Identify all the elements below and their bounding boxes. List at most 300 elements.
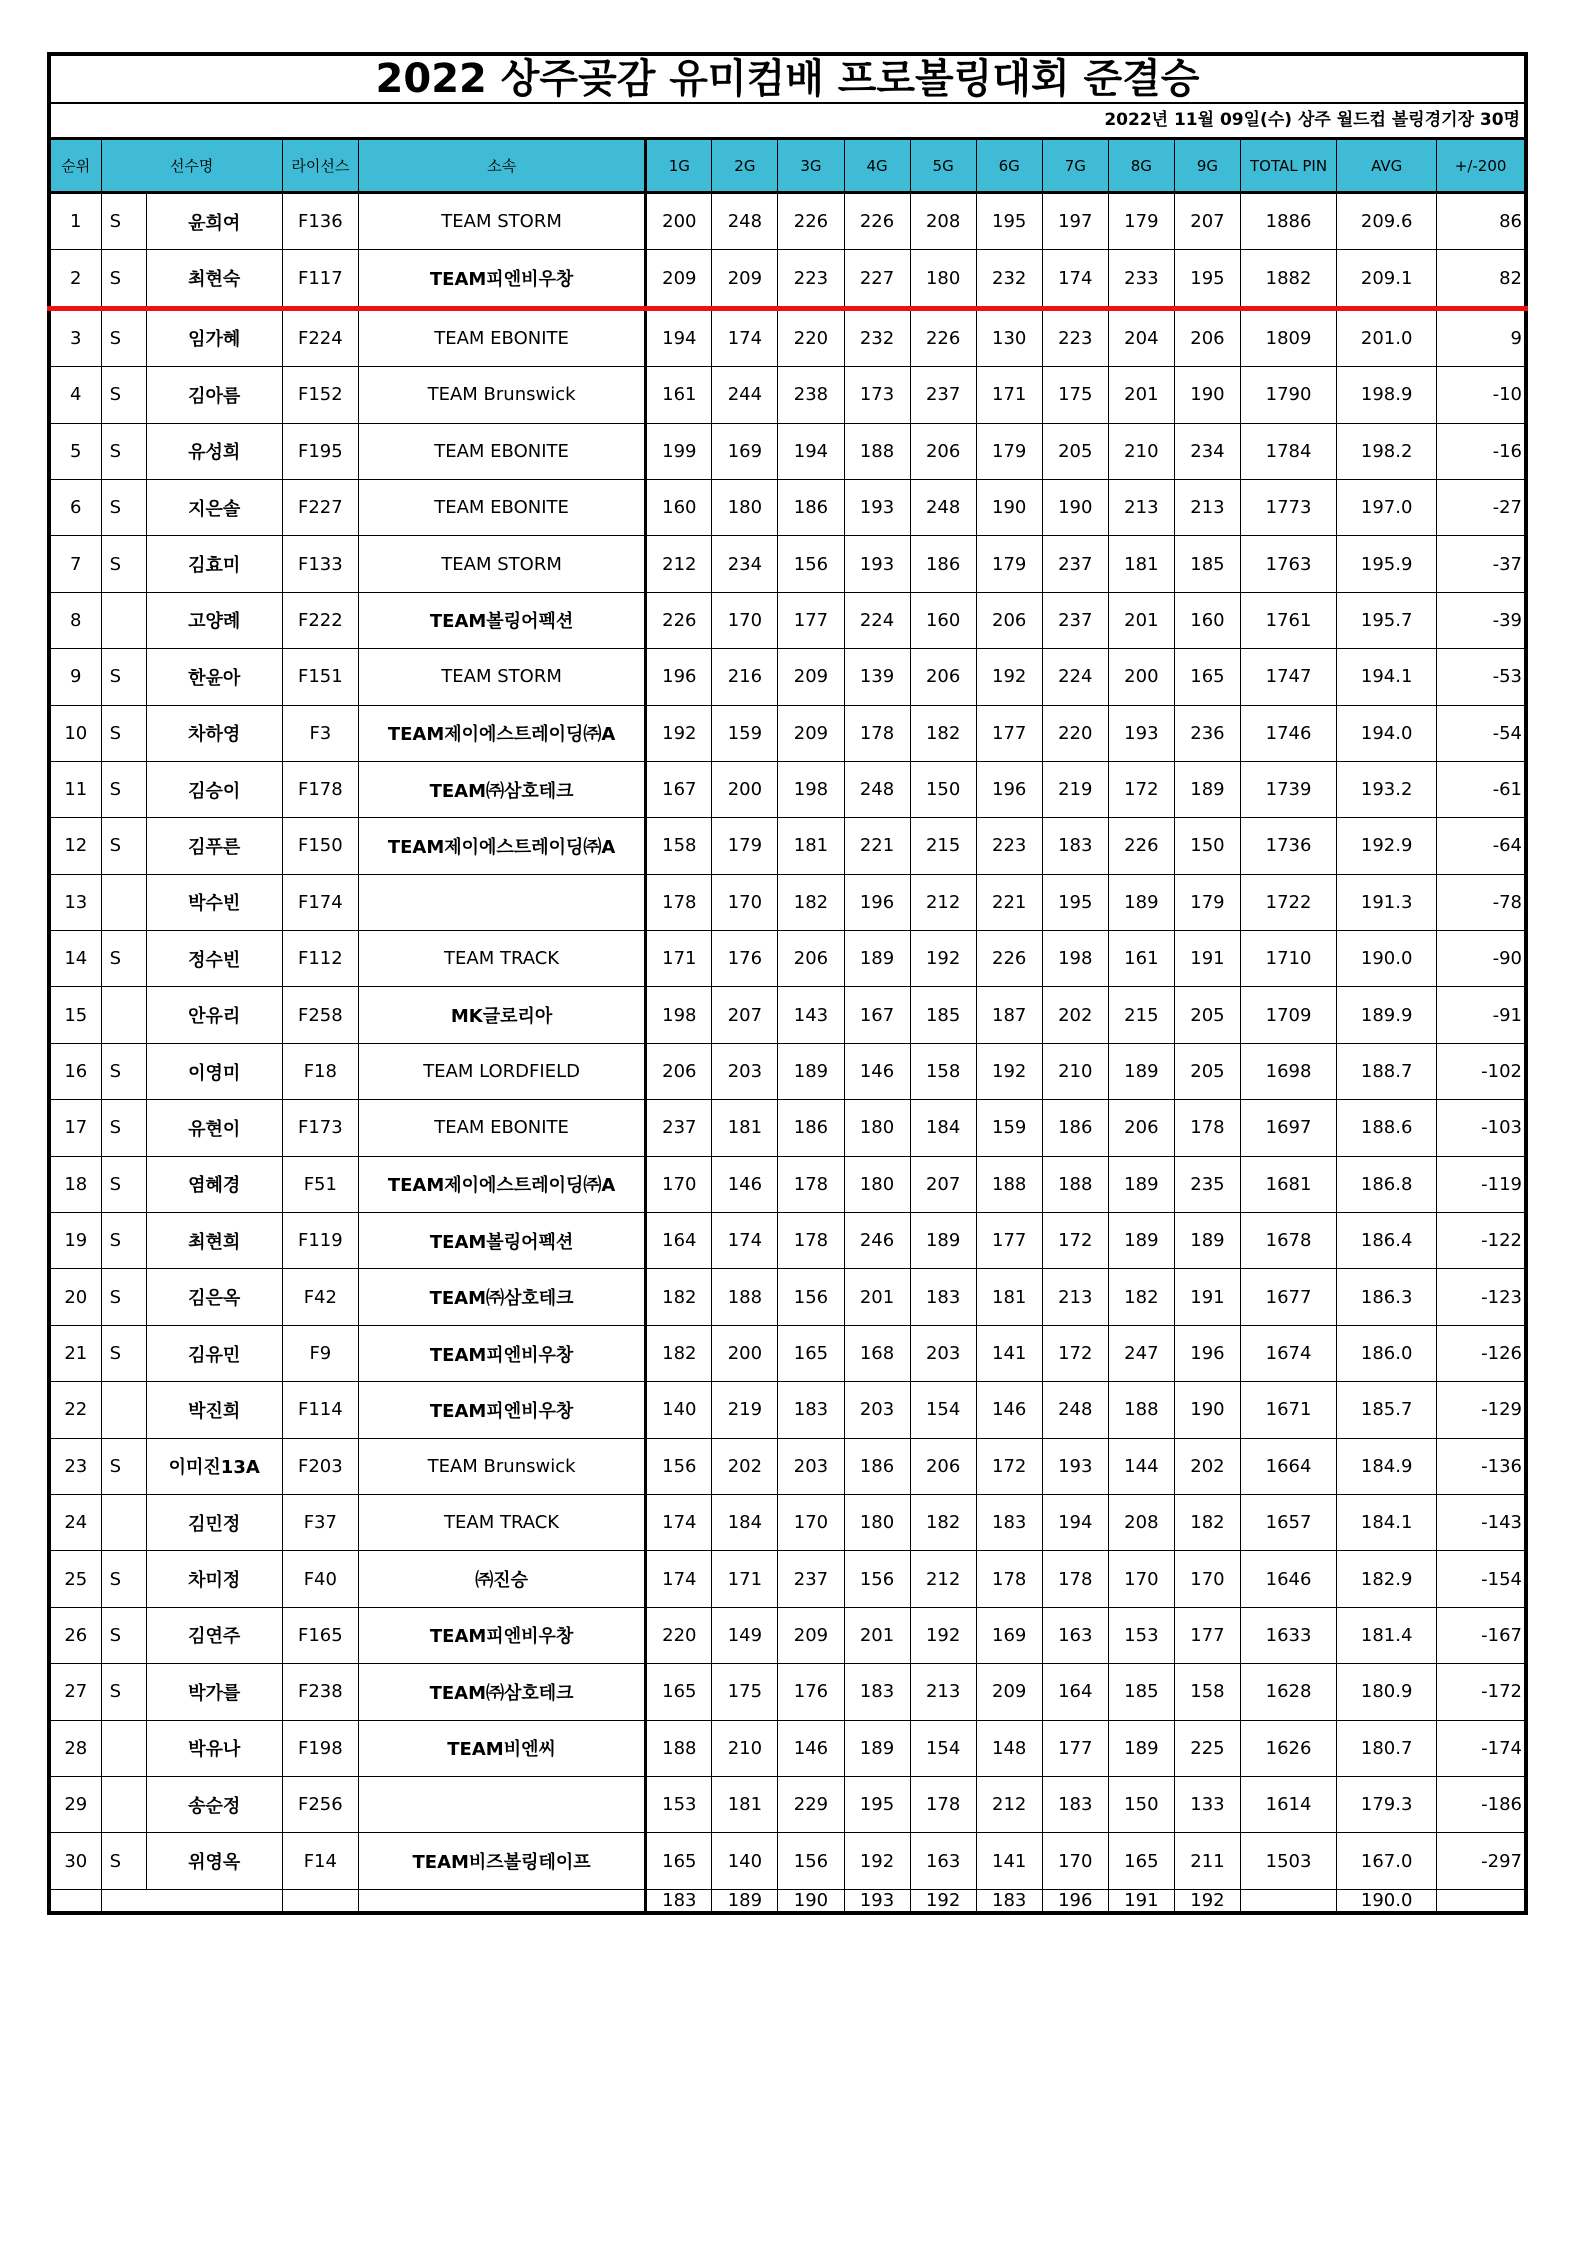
header-game: 3G (778, 139, 844, 193)
player-name: 박유나 (146, 1720, 282, 1776)
rank-cell: 29 (49, 1776, 101, 1832)
diff-200: -61 (1437, 761, 1526, 817)
game-score: 200 (1108, 649, 1174, 705)
average: 193.2 (1337, 761, 1437, 817)
table-row (49, 1664, 1526, 1720)
average: 180.7 (1337, 1720, 1437, 1776)
player-name: 김은옥 (146, 1269, 282, 1325)
total-pin: 1773 (1240, 479, 1336, 535)
game-score: 226 (844, 193, 910, 250)
game-score: 159 (976, 1100, 1042, 1156)
game-score: 192 (910, 1607, 976, 1663)
game-score: 182 (910, 1494, 976, 1550)
table-row (49, 592, 1526, 648)
team-cell: TEAM STORM (358, 536, 645, 592)
total-pin: 1739 (1240, 761, 1336, 817)
game-score: 192 (646, 705, 712, 761)
seed-mark: S (101, 931, 146, 987)
game-score: 219 (1042, 761, 1108, 817)
game-score: 223 (976, 818, 1042, 874)
seed-mark: S (101, 1156, 146, 1212)
game-score: 208 (910, 193, 976, 250)
diff-200: -64 (1437, 818, 1526, 874)
game-score: 183 (778, 1382, 844, 1438)
seed-mark: S (101, 1664, 146, 1720)
team-cell: TEAM피엔비우창 (358, 1382, 645, 1438)
player-name: 김유민 (146, 1325, 282, 1381)
total-pin: 1633 (1240, 1607, 1336, 1663)
average: 194.1 (1337, 649, 1437, 705)
team-cell: TEAM TRACK (358, 1494, 645, 1550)
game-score: 180 (910, 250, 976, 308)
average: 186.8 (1337, 1156, 1437, 1212)
player-name: 고양례 (146, 592, 282, 648)
license-cell: F40 (282, 1551, 358, 1607)
team-cell: TEAM㈜삼호테크 (358, 1664, 645, 1720)
team-cell: TEAM피엔비우창 (358, 1325, 645, 1381)
license-cell: F227 (282, 479, 358, 535)
seed-mark: S (101, 1043, 146, 1099)
game-score: 179 (1108, 193, 1174, 250)
team-cell: TEAM LORDFIELD (358, 1043, 645, 1099)
game-score: 181 (1108, 536, 1174, 592)
game-score: 195 (976, 193, 1042, 250)
table-row (49, 1438, 1526, 1494)
player-name: 정수빈 (146, 931, 282, 987)
rank-cell: 30 (49, 1833, 101, 1889)
seed-mark: S (101, 649, 146, 705)
game-score: 199 (646, 423, 712, 479)
game-score: 180 (844, 1100, 910, 1156)
game-score: 177 (976, 1213, 1042, 1269)
diff-200: -90 (1437, 931, 1526, 987)
game-score: 167 (646, 761, 712, 817)
game-score: 226 (910, 308, 976, 366)
team-cell: MK글로리아 (358, 987, 645, 1043)
average: 188.6 (1337, 1100, 1437, 1156)
game-score: 184 (712, 1494, 778, 1550)
average: 209.1 (1337, 250, 1437, 308)
game-score: 158 (646, 818, 712, 874)
game-score: 190 (1174, 1382, 1240, 1438)
game-score: 223 (1042, 308, 1108, 366)
total-pin: 1646 (1240, 1551, 1336, 1607)
total-pin: 1746 (1240, 705, 1336, 761)
game-score: 158 (1174, 1664, 1240, 1720)
rank-cell: 27 (49, 1664, 101, 1720)
game-score: 183 (976, 1494, 1042, 1550)
seed-mark: S (101, 1551, 146, 1607)
seed-mark: S (101, 1269, 146, 1325)
game-score: 213 (910, 1664, 976, 1720)
table-row (49, 367, 1526, 423)
team-cell: TEAM STORM (358, 649, 645, 705)
game-score: 140 (712, 1833, 778, 1889)
game-score: 201 (844, 1607, 910, 1663)
game-score: 206 (910, 649, 976, 705)
diff-200: -54 (1437, 705, 1526, 761)
team-cell: TEAM피엔비우창 (358, 250, 645, 308)
header-total: TOTAL PIN (1240, 139, 1336, 193)
license-cell: F198 (282, 1720, 358, 1776)
game-score: 170 (712, 874, 778, 930)
player-name: 박가를 (146, 1664, 282, 1720)
team-cell: TEAM EBONITE (358, 308, 645, 366)
game-score: 204 (1108, 308, 1174, 366)
game-score: 185 (910, 987, 976, 1043)
total-pin: 1736 (1240, 818, 1336, 874)
player-name: 김승이 (146, 761, 282, 817)
table-row (49, 1100, 1526, 1156)
game-score: 201 (844, 1269, 910, 1325)
header-game: 7G (1042, 139, 1108, 193)
game-score: 149 (712, 1607, 778, 1663)
table-row (49, 1607, 1526, 1663)
game-score: 189 (1174, 761, 1240, 817)
game-score: 208 (1108, 1494, 1174, 1550)
seed-mark: S (101, 367, 146, 423)
game-score: 225 (1174, 1720, 1240, 1776)
footer-blank (282, 1889, 358, 1913)
team-cell: TEAM제이에스트레이딩㈜A (358, 1156, 645, 1212)
game-score: 150 (910, 761, 976, 817)
team-cell: TEAM㈜삼호테크 (358, 761, 645, 817)
game-score: 164 (1042, 1664, 1108, 1720)
table-row (49, 1156, 1526, 1212)
table-row (49, 479, 1526, 535)
license-cell: F152 (282, 367, 358, 423)
table-row (49, 1494, 1526, 1550)
game-score: 189 (1108, 1043, 1174, 1099)
team-cell (358, 874, 645, 930)
table-row (49, 536, 1526, 592)
game-score: 244 (712, 367, 778, 423)
table-row (49, 818, 1526, 874)
game-average: 192 (1174, 1889, 1240, 1913)
total-pin: 1677 (1240, 1269, 1336, 1325)
header-game: 2G (712, 139, 778, 193)
table-row (49, 1382, 1526, 1438)
average: 179.3 (1337, 1776, 1437, 1832)
game-score: 206 (778, 931, 844, 987)
seed-mark (101, 1494, 146, 1550)
game-score: 182 (910, 705, 976, 761)
team-cell: TEAM STORM (358, 193, 645, 250)
table-row (49, 423, 1526, 479)
game-score: 215 (910, 818, 976, 874)
seed-mark: S (101, 479, 146, 535)
game-score: 172 (1042, 1325, 1108, 1381)
total-pin: 1882 (1240, 250, 1336, 308)
seed-mark (101, 874, 146, 930)
diff-200: -143 (1437, 1494, 1526, 1550)
diff-200: -129 (1437, 1382, 1526, 1438)
game-score: 165 (646, 1833, 712, 1889)
rank-cell: 24 (49, 1494, 101, 1550)
game-score: 247 (1108, 1325, 1174, 1381)
game-score: 187 (976, 987, 1042, 1043)
footer-blank (101, 1889, 282, 1913)
total-pin: 1709 (1240, 987, 1336, 1043)
team-cell: TEAM비즈볼링테이프 (358, 1833, 645, 1889)
game-score: 174 (646, 1551, 712, 1607)
average: 186.0 (1337, 1325, 1437, 1381)
game-score: 192 (844, 1833, 910, 1889)
team-cell: TEAM Brunswick (358, 367, 645, 423)
seed-mark (101, 1382, 146, 1438)
game-score: 201 (1108, 592, 1174, 648)
game-score: 198 (1042, 931, 1108, 987)
game-score: 130 (976, 308, 1042, 366)
diff-200: -167 (1437, 1607, 1526, 1663)
game-score: 165 (1108, 1833, 1174, 1889)
rank-cell: 1 (49, 193, 101, 250)
game-score: 182 (646, 1269, 712, 1325)
game-score: 219 (712, 1382, 778, 1438)
game-score: 150 (1108, 1776, 1174, 1832)
license-cell: F112 (282, 931, 358, 987)
total-pin: 1809 (1240, 308, 1336, 366)
player-name: 차미정 (146, 1551, 282, 1607)
game-score: 180 (712, 479, 778, 535)
game-score: 237 (646, 1100, 712, 1156)
diff-200: -174 (1437, 1720, 1526, 1776)
game-score: 224 (1042, 649, 1108, 705)
game-score: 174 (712, 1213, 778, 1269)
game-score: 248 (910, 479, 976, 535)
game-score: 163 (1042, 1607, 1108, 1663)
total-pin: 1698 (1240, 1043, 1336, 1099)
game-score: 184 (910, 1100, 976, 1156)
table-row (49, 761, 1526, 817)
game-score: 177 (1174, 1607, 1240, 1663)
rank-cell: 25 (49, 1551, 101, 1607)
game-score: 207 (712, 987, 778, 1043)
game-score: 176 (712, 931, 778, 987)
game-score: 238 (778, 367, 844, 423)
game-score: 156 (646, 1438, 712, 1494)
game-score: 220 (1042, 705, 1108, 761)
rank-cell: 20 (49, 1269, 101, 1325)
seed-mark: S (101, 250, 146, 308)
game-score: 206 (646, 1043, 712, 1099)
team-cell: TEAM비엔씨 (358, 1720, 645, 1776)
game-average: 190 (778, 1889, 844, 1913)
game-score: 171 (976, 367, 1042, 423)
results-table (47, 137, 1528, 1915)
game-score: 177 (976, 705, 1042, 761)
player-name: 안유리 (146, 987, 282, 1043)
game-score: 140 (646, 1382, 712, 1438)
game-score: 188 (646, 1720, 712, 1776)
game-score: 229 (778, 1776, 844, 1832)
game-score: 195 (1042, 874, 1108, 930)
player-name: 이영미 (146, 1043, 282, 1099)
game-score: 233 (1108, 250, 1174, 308)
team-cell: TEAM EBONITE (358, 423, 645, 479)
game-score: 196 (976, 761, 1042, 817)
game-score: 178 (976, 1551, 1042, 1607)
seed-mark: S (101, 1438, 146, 1494)
game-score: 188 (712, 1269, 778, 1325)
team-cell: TEAM볼링어펙션 (358, 592, 645, 648)
license-cell: F256 (282, 1776, 358, 1832)
total-pin: 1790 (1240, 367, 1336, 423)
game-score: 194 (646, 308, 712, 366)
game-score: 178 (910, 1776, 976, 1832)
header-rank: 순위 (49, 139, 101, 193)
game-score: 203 (712, 1043, 778, 1099)
table-row (49, 931, 1526, 987)
total-pin: 1784 (1240, 423, 1336, 479)
license-cell: F203 (282, 1438, 358, 1494)
average: 198.9 (1337, 367, 1437, 423)
license-cell: F178 (282, 761, 358, 817)
game-score: 143 (778, 987, 844, 1043)
team-cell: TEAM제이에스트레이딩㈜A (358, 705, 645, 761)
game-score: 163 (910, 1833, 976, 1889)
header-license: 라이선스 (282, 139, 358, 193)
license-cell: F165 (282, 1607, 358, 1663)
overall-average: 190.0 (1337, 1889, 1437, 1913)
game-score: 160 (1174, 592, 1240, 648)
game-average: 192 (910, 1889, 976, 1913)
game-score: 200 (712, 1325, 778, 1381)
game-score: 226 (1108, 818, 1174, 874)
license-cell: F37 (282, 1494, 358, 1550)
player-name: 윤희여 (146, 193, 282, 250)
game-score: 194 (1042, 1494, 1108, 1550)
license-cell: F136 (282, 193, 358, 250)
total-pin: 1710 (1240, 931, 1336, 987)
header-game: 4G (844, 139, 910, 193)
header-row (49, 139, 1526, 193)
game-score: 180 (844, 1494, 910, 1550)
player-name: 지은솔 (146, 479, 282, 535)
game-score: 210 (1042, 1043, 1108, 1099)
team-cell: ㈜진승 (358, 1551, 645, 1607)
game-score: 156 (778, 1269, 844, 1325)
player-name: 김아름 (146, 367, 282, 423)
game-score: 175 (712, 1664, 778, 1720)
diff-200: -136 (1437, 1438, 1526, 1494)
table-row (49, 250, 1526, 308)
game-score: 179 (976, 536, 1042, 592)
average: 186.4 (1337, 1213, 1437, 1269)
game-score: 172 (1042, 1213, 1108, 1269)
diff-200: -27 (1437, 479, 1526, 535)
game-score: 203 (910, 1325, 976, 1381)
game-score: 227 (844, 250, 910, 308)
game-score: 182 (1108, 1269, 1174, 1325)
player-name: 위영옥 (146, 1833, 282, 1889)
average: 167.0 (1337, 1833, 1437, 1889)
player-name: 임가혜 (146, 308, 282, 366)
rank-cell: 3 (49, 308, 101, 366)
game-score: 196 (844, 874, 910, 930)
game-average: 189 (712, 1889, 778, 1913)
average: 192.9 (1337, 818, 1437, 874)
diff-200: -119 (1437, 1156, 1526, 1212)
game-score: 234 (712, 536, 778, 592)
game-score: 170 (712, 592, 778, 648)
average: 185.7 (1337, 1382, 1437, 1438)
game-score: 206 (976, 592, 1042, 648)
game-score: 221 (844, 818, 910, 874)
game-score: 207 (1174, 193, 1240, 250)
seed-mark (101, 987, 146, 1043)
game-score: 206 (1174, 308, 1240, 366)
game-score: 206 (910, 1438, 976, 1494)
diff-200: -102 (1437, 1043, 1526, 1099)
game-score: 216 (712, 649, 778, 705)
game-score: 153 (1108, 1607, 1174, 1663)
game-score: 189 (1174, 1213, 1240, 1269)
table-row (49, 705, 1526, 761)
game-score: 170 (778, 1494, 844, 1550)
game-average-row (49, 1889, 1526, 1913)
team-cell: TEAM Brunswick (358, 1438, 645, 1494)
game-score: 181 (712, 1100, 778, 1156)
total-pin: 1628 (1240, 1664, 1336, 1720)
game-score: 248 (1042, 1382, 1108, 1438)
game-score: 202 (1042, 987, 1108, 1043)
game-score: 146 (844, 1043, 910, 1099)
average: 209.6 (1337, 193, 1437, 250)
player-name: 유현이 (146, 1100, 282, 1156)
rank-cell: 6 (49, 479, 101, 535)
seed-mark: S (101, 1100, 146, 1156)
game-score: 215 (1108, 987, 1174, 1043)
game-score: 212 (910, 1551, 976, 1607)
game-score: 146 (976, 1382, 1042, 1438)
game-score: 200 (712, 761, 778, 817)
total-pin: 1671 (1240, 1382, 1336, 1438)
game-score: 133 (1174, 1776, 1240, 1832)
game-score: 210 (712, 1720, 778, 1776)
player-name: 유성희 (146, 423, 282, 479)
seed-mark (101, 592, 146, 648)
game-score: 159 (712, 705, 778, 761)
diff-200: -37 (1437, 536, 1526, 592)
footer-blank (358, 1889, 645, 1913)
diff-200: -78 (1437, 874, 1526, 930)
average: 184.1 (1337, 1494, 1437, 1550)
game-score: 160 (646, 479, 712, 535)
seed-mark: S (101, 193, 146, 250)
game-score: 174 (646, 1494, 712, 1550)
game-score: 196 (646, 649, 712, 705)
game-score: 169 (712, 423, 778, 479)
rank-cell: 16 (49, 1043, 101, 1099)
game-score: 189 (844, 1720, 910, 1776)
license-cell: F258 (282, 987, 358, 1043)
game-score: 141 (976, 1833, 1042, 1889)
game-score: 192 (976, 1043, 1042, 1099)
game-score: 237 (1042, 536, 1108, 592)
player-name: 김연주 (146, 1607, 282, 1663)
total-pin: 1626 (1240, 1720, 1336, 1776)
game-score: 190 (1174, 367, 1240, 423)
game-score: 174 (1042, 250, 1108, 308)
license-cell: F173 (282, 1100, 358, 1156)
game-score: 156 (844, 1551, 910, 1607)
game-score: 201 (1108, 367, 1174, 423)
game-score: 200 (646, 193, 712, 250)
license-cell: F119 (282, 1213, 358, 1269)
game-score: 173 (844, 367, 910, 423)
game-score: 170 (1174, 1551, 1240, 1607)
